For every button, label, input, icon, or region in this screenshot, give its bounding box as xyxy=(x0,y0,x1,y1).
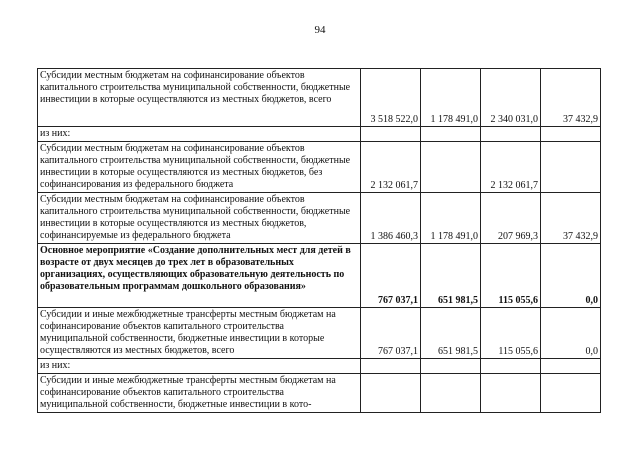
table-row xyxy=(38,374,601,413)
row-description: из них: xyxy=(38,127,361,142)
table-row xyxy=(38,193,601,244)
row-description: Субсидии и иные межбюджетные трансферты местным бюджетам на софинансирование объектов капитального строительства муниципальной собственности, бюджетные инвестиции в которые осуществляются из местных бюджетов, всего xyxy=(38,308,361,359)
value-total xyxy=(361,127,421,142)
value-regional: 115 055,6 xyxy=(481,308,541,359)
row-description: Субсидии местным бюджетам на софинансирование объектов капитального строительства муниципальной собственности, бюджетные инвестиции в которые осуществляются из местных бюджетов, без софинансирования из федерального бюджета xyxy=(38,142,361,193)
value-local xyxy=(541,127,601,142)
value-federal xyxy=(421,359,481,374)
value-total: 3 518 522,0 xyxy=(361,69,421,127)
value-regional: 2 340 031,0 xyxy=(481,69,541,127)
value-total: 2 132 061,7 xyxy=(361,142,421,193)
value-local: 37 432,9 xyxy=(541,193,601,244)
value-local: 37 432,9 xyxy=(541,69,601,127)
table-row xyxy=(38,359,601,374)
value-federal: 651 981,5 xyxy=(421,308,481,359)
value-regional: 2 132 061,7 xyxy=(481,142,541,193)
row-description: Субсидии и иные межбюджетные трансферты местным бюджетам на софинансирование объектов капитального строительства муниципальной собственности, бюджетные инвестиции в кото- xyxy=(38,374,361,413)
row-description: из них: xyxy=(38,359,361,374)
value-local xyxy=(541,142,601,193)
row-description: Субсидии местным бюджетам на софинансирование объектов капитального строительства муниципальной собственности, бюджетные инвестиции в которые осуществляются из местных бюджетов, всего xyxy=(38,69,361,127)
value-regional: 115 055,6 xyxy=(481,244,541,308)
value-total xyxy=(361,359,421,374)
budget-table xyxy=(37,68,601,413)
value-local: 0,0 xyxy=(541,308,601,359)
value-federal: 651 981,5 xyxy=(421,244,481,308)
value-regional xyxy=(481,359,541,374)
value-federal: 1 178 491,0 xyxy=(421,193,481,244)
table-row xyxy=(38,69,601,127)
table-row xyxy=(38,127,601,142)
value-local xyxy=(541,359,601,374)
value-total xyxy=(361,374,421,413)
table-row xyxy=(38,308,601,359)
value-regional xyxy=(481,374,541,413)
table-row xyxy=(38,244,601,308)
value-local: 0,0 xyxy=(541,244,601,308)
table-row xyxy=(38,142,601,193)
value-federal xyxy=(421,142,481,193)
value-total: 767 037,1 xyxy=(361,244,421,308)
row-description: Субсидии местным бюджетам на софинансирование объектов капитального строительства муниципальной собственности, бюджетные инвестиции в которые осуществляются из местных бюджетов, софинансируемые из федерального бюджета xyxy=(38,193,361,244)
value-local xyxy=(541,374,601,413)
value-total: 1 386 460,3 xyxy=(361,193,421,244)
value-federal xyxy=(421,374,481,413)
page-number: 94 xyxy=(314,24,326,36)
value-federal xyxy=(421,127,481,142)
value-regional: 207 969,3 xyxy=(481,193,541,244)
value-federal: 1 178 491,0 xyxy=(421,69,481,127)
value-total: 767 037,1 xyxy=(361,308,421,359)
value-regional xyxy=(481,127,541,142)
row-description: Основное мероприятие «Создание дополнительных мест для детей в возрасте от двух месяцев до трех лет в образовательных организациях, осуществляющих образовательную деятельность по образовательным программам дошкольного образования» xyxy=(38,244,361,308)
